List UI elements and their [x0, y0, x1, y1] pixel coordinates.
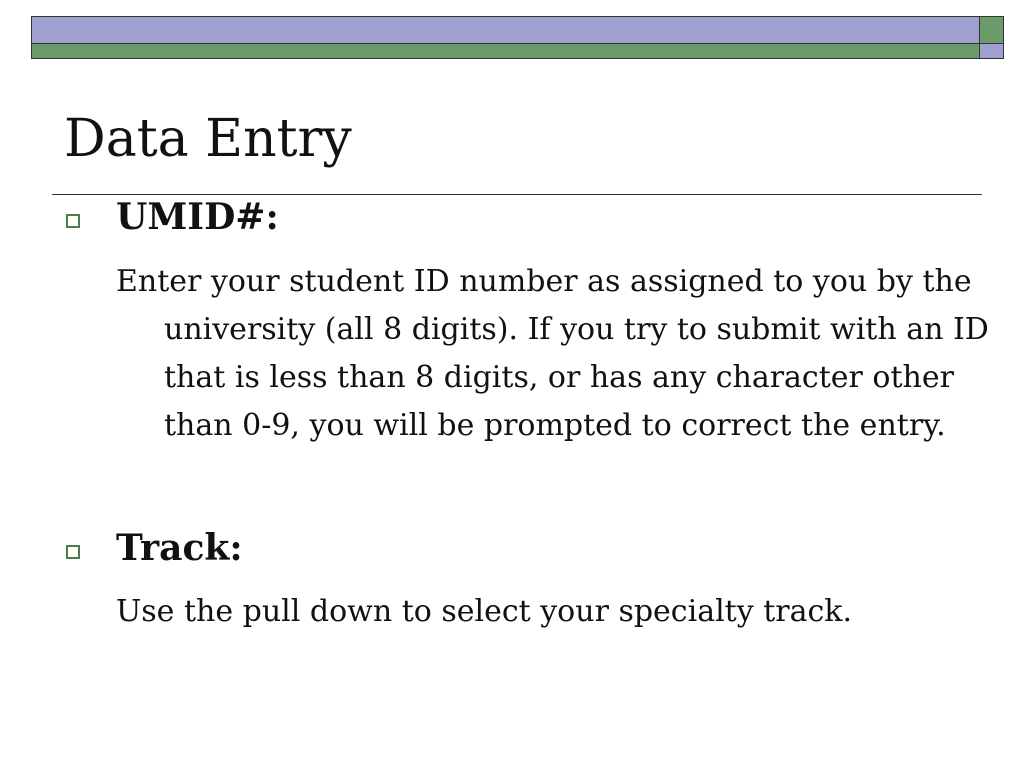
header-band-green-bar: [31, 43, 980, 59]
header-band-corner-blue-square: [979, 43, 1004, 59]
header-band-corner-green-square: [979, 16, 1004, 43]
umid-heading: UMID#:: [116, 196, 279, 238]
title-divider: [52, 194, 982, 195]
square-bullet-icon: [66, 545, 80, 559]
header-band: [31, 16, 1003, 58]
umid-description: Enter your student ID number as assigned to you by the university (all 8 digits). If you try to submit with an ID that is less than 8 digits, or has any character other than 0-9, you will be prompted to correct the entry.: [116, 264, 989, 443]
square-bullet-icon: [66, 214, 80, 228]
track-description: Use the pull down to select your specialty track.: [116, 594, 853, 629]
header-band-blue-bar: [31, 16, 980, 43]
slide-title: Data Entry: [64, 109, 352, 169]
track-heading: Track:: [116, 527, 243, 569]
